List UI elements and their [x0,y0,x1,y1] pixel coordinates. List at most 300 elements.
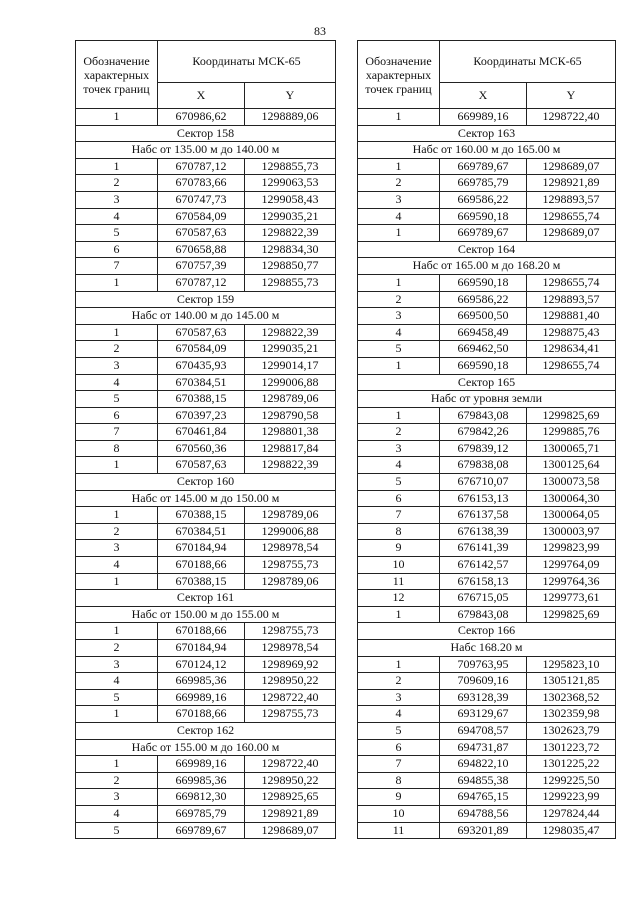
x-coordinate: 670584,09 [158,341,245,358]
table-row [358,772,616,789]
x-coordinate: 694708,57 [440,722,527,739]
section-row [76,308,336,325]
x-coordinate: 670184,94 [158,640,245,657]
table-row [358,490,616,507]
x-coordinate: 679843,08 [440,407,527,424]
table-row [76,407,336,424]
x-coordinate: 670787,12 [158,274,245,291]
section-row [358,241,616,258]
x-coordinate: 669989,16 [158,689,245,706]
y-coordinate: 1298789,06 [245,391,336,408]
x-coordinate: 670188,66 [158,706,245,723]
table-row [76,158,336,175]
x-coordinate: 669789,67 [158,822,245,839]
section-row [358,258,616,275]
table-row [358,158,616,175]
y-coordinate: 1299764,09 [527,557,616,574]
page-number: 83 [314,24,326,38]
table-row [76,341,336,358]
y-coordinate: 1298834,30 [245,241,336,258]
y-coordinate: 1298925,65 [245,789,336,806]
y-coordinate: 1298850,77 [245,258,336,275]
table-row [358,457,616,474]
y-coordinate: 1298722,40 [245,756,336,773]
point-number: 5 [358,341,440,358]
table-row [358,756,616,773]
y-coordinate: 1305121,85 [527,673,616,690]
x-coordinate: 669586,22 [440,191,527,208]
y-coordinate: 1300064,05 [527,507,616,524]
table-row [358,673,616,690]
section-label: Сектор 161 [76,590,336,607]
section-label: Набс от 150.00 м до 155.00 м [76,606,336,623]
table-row [76,175,336,192]
y-coordinate: 1300065,71 [527,440,616,457]
x-coordinate: 694855,38 [440,772,527,789]
table-row [76,374,336,391]
coordinates-table-right [357,40,616,839]
section-row [358,623,616,640]
table-row [358,739,616,756]
table-row [76,557,336,574]
table-row [358,109,616,126]
y-coordinate: 1298889,06 [245,109,336,126]
table-row [76,805,336,822]
point-number: 3 [358,689,440,706]
x-coordinate: 669812,30 [158,789,245,806]
table-row [76,324,336,341]
point-number: 5 [76,689,158,706]
point-number: 5 [76,225,158,242]
table-row [76,225,336,242]
y-coordinate: 1299825,69 [527,606,616,623]
y-coordinate: 1300064,30 [527,490,616,507]
x-coordinate: 676141,39 [440,540,527,557]
point-number: 4 [76,374,158,391]
y-coordinate: 1298035,47 [527,822,616,839]
y-coordinate: 1302359,98 [527,706,616,723]
x-coordinate: 670757,39 [158,258,245,275]
point-number: 8 [76,440,158,457]
table-row [358,706,616,723]
table-row [358,474,616,491]
table-row [76,523,336,540]
y-coordinate: 1298881,40 [527,308,616,325]
section-label: Сектор 158 [76,125,336,142]
section-row [358,125,616,142]
x-coordinate: 694822,10 [440,756,527,773]
section-label: Сектор 166 [358,623,616,640]
point-number: 6 [358,739,440,756]
point-number: 3 [358,440,440,457]
y-coordinate: 1298634,41 [527,341,616,358]
table-row [358,789,616,806]
point-number: 7 [358,507,440,524]
y-coordinate: 1298855,73 [245,158,336,175]
y-coordinate: 1298950,22 [245,772,336,789]
y-coordinate: 1298822,39 [245,324,336,341]
y-coordinate: 1300125,64 [527,457,616,474]
table-row [76,640,336,657]
y-coordinate: 1298893,57 [527,291,616,308]
header-y: Y [527,83,616,109]
x-coordinate: 670435,93 [158,357,245,374]
point-number: 3 [76,656,158,673]
y-coordinate: 1301223,72 [527,739,616,756]
point-number: 1 [358,357,440,374]
table-row [358,440,616,457]
point-number: 7 [76,424,158,441]
section-label: Набс от уровня земли [358,391,616,408]
x-coordinate: 670587,63 [158,457,245,474]
section-row [76,739,336,756]
x-coordinate: 670560,36 [158,440,245,457]
y-coordinate: 1298689,07 [245,822,336,839]
y-coordinate: 1299223,99 [527,789,616,806]
table-row [358,225,616,242]
point-number: 2 [358,673,440,690]
section-row [76,590,336,607]
point-number: 5 [358,722,440,739]
y-coordinate: 1299225,50 [527,772,616,789]
x-coordinate: 693201,89 [440,822,527,839]
y-coordinate: 1298689,07 [527,158,616,175]
point-number: 4 [76,557,158,574]
point-number: 4 [76,208,158,225]
section-label: Сектор 163 [358,125,616,142]
point-number: 1 [76,274,158,291]
section-label: Набс от 140.00 м до 145.00 м [76,308,336,325]
section-label: Набс от 165.00 м до 168.20 м [358,258,616,275]
x-coordinate: 679839,12 [440,440,527,457]
y-coordinate: 1298790,58 [245,407,336,424]
table-row [358,357,616,374]
y-coordinate: 1298822,39 [245,225,336,242]
x-coordinate: 693129,67 [440,706,527,723]
y-coordinate: 1299885,76 [527,424,616,441]
point-number: 2 [76,772,158,789]
y-coordinate: 1298950,22 [245,673,336,690]
y-coordinate: 1299006,88 [245,374,336,391]
y-coordinate: 1298822,39 [245,457,336,474]
table-row [358,590,616,607]
y-coordinate: 1299764,36 [527,573,616,590]
y-coordinate: 1298969,92 [245,656,336,673]
table-row [76,357,336,374]
table-row [76,424,336,441]
table-row [358,341,616,358]
point-number: 6 [76,241,158,258]
y-coordinate: 1298789,06 [245,573,336,590]
table-row [76,756,336,773]
y-coordinate: 1298789,06 [245,507,336,524]
x-coordinate: 669458,49 [440,324,527,341]
point-number: 1 [358,109,440,126]
point-number: 4 [76,673,158,690]
point-number: 5 [76,822,158,839]
y-coordinate: 1299058,43 [245,191,336,208]
x-coordinate: 676138,39 [440,523,527,540]
y-coordinate: 1301225,22 [527,756,616,773]
y-coordinate: 1299006,88 [245,523,336,540]
section-label: Сектор 164 [358,241,616,258]
point-number: 10 [358,557,440,574]
point-number: 10 [358,805,440,822]
table-row [76,623,336,640]
table-body-left [76,109,336,839]
point-number: 1 [358,158,440,175]
header-coordinates: Координаты МСК-65 [158,41,336,83]
x-coordinate: 670124,12 [158,656,245,673]
table-row [76,772,336,789]
x-coordinate: 669789,67 [440,158,527,175]
table-row [358,324,616,341]
y-coordinate: 1299014,17 [245,357,336,374]
table-row [358,606,616,623]
table-row [76,109,336,126]
y-coordinate: 1298755,73 [245,623,336,640]
table-row [358,540,616,557]
x-coordinate: 669590,18 [440,208,527,225]
section-row [76,606,336,623]
x-coordinate: 679842,26 [440,424,527,441]
x-coordinate: 669500,50 [440,308,527,325]
x-coordinate: 670388,15 [158,507,245,524]
table-row [358,208,616,225]
point-number: 5 [76,391,158,408]
table-row [358,656,616,673]
point-number: 1 [76,706,158,723]
table-row [358,407,616,424]
table-row [76,274,336,291]
table-row [358,274,616,291]
y-coordinate: 1295823,10 [527,656,616,673]
point-number: 3 [76,789,158,806]
table-row [358,805,616,822]
point-number: 1 [76,623,158,640]
x-coordinate: 670787,12 [158,158,245,175]
y-coordinate: 1298689,07 [527,225,616,242]
x-coordinate: 670587,63 [158,225,245,242]
point-number: 1 [76,756,158,773]
point-number: 2 [76,341,158,358]
table-row [358,722,616,739]
point-number: 1 [76,457,158,474]
section-row [358,391,616,408]
x-coordinate: 669785,79 [158,805,245,822]
table-row [76,689,336,706]
x-coordinate: 670986,62 [158,109,245,126]
x-coordinate: 676710,07 [440,474,527,491]
x-coordinate: 669985,36 [158,673,245,690]
x-coordinate: 694731,87 [440,739,527,756]
section-label: Набс от 135.00 м до 140.00 м [76,142,336,159]
y-coordinate: 1299035,21 [245,341,336,358]
point-number: 7 [76,258,158,275]
x-coordinate: 669989,16 [440,109,527,126]
y-coordinate: 1299035,21 [245,208,336,225]
point-number: 1 [76,158,158,175]
x-coordinate: 670658,88 [158,241,245,258]
table-row [358,191,616,208]
y-coordinate: 1302623,79 [527,722,616,739]
point-number: 11 [358,573,440,590]
point-number: 4 [358,457,440,474]
point-number: 1 [76,109,158,126]
y-coordinate: 1297824,44 [527,805,616,822]
section-label: Сектор 165 [358,374,616,391]
y-coordinate: 1298722,40 [245,689,336,706]
section-label: Набс от 155.00 м до 160.00 м [76,739,336,756]
table-row [76,822,336,839]
table-row [76,789,336,806]
x-coordinate: 670184,94 [158,540,245,557]
point-number: 11 [358,822,440,839]
point-number: 1 [358,407,440,424]
point-number: 7 [358,756,440,773]
x-coordinate: 694788,56 [440,805,527,822]
y-coordinate: 1298855,73 [245,274,336,291]
table-row [76,573,336,590]
x-coordinate: 679843,08 [440,606,527,623]
point-number: 1 [358,656,440,673]
x-coordinate: 670188,66 [158,557,245,574]
table-row [76,440,336,457]
x-coordinate: 670388,15 [158,391,245,408]
section-row [76,474,336,491]
point-number: 12 [358,590,440,607]
section-row [358,142,616,159]
point-number: 1 [358,606,440,623]
y-coordinate: 1299773,61 [527,590,616,607]
table-row [76,706,336,723]
table-row [358,507,616,524]
coordinates-table-left [75,40,336,839]
table-row [76,540,336,557]
point-number: 9 [358,540,440,557]
x-coordinate: 670461,84 [158,424,245,441]
section-row [76,490,336,507]
x-coordinate: 693128,39 [440,689,527,706]
x-coordinate: 679838,08 [440,457,527,474]
section-row [358,374,616,391]
section-row [76,722,336,739]
x-coordinate: 669785,79 [440,175,527,192]
x-coordinate: 670747,73 [158,191,245,208]
table-body-right [358,109,616,839]
point-number: 2 [76,523,158,540]
y-coordinate: 1298978,54 [245,640,336,657]
table-row [76,208,336,225]
x-coordinate: 676158,13 [440,573,527,590]
x-coordinate: 709609,16 [440,673,527,690]
point-number: 3 [358,308,440,325]
table-row [358,523,616,540]
point-number: 2 [76,640,158,657]
point-number: 3 [76,191,158,208]
point-number: 1 [76,507,158,524]
table-row [76,673,336,690]
x-coordinate: 670397,23 [158,407,245,424]
point-number: 3 [358,191,440,208]
header-designation: Обозначение характерных точек границ [358,41,440,109]
x-coordinate: 670783,66 [158,175,245,192]
y-coordinate: 1299823,99 [527,540,616,557]
y-coordinate: 1302368,52 [527,689,616,706]
y-coordinate: 1298755,73 [245,706,336,723]
section-label: Набс от 145.00 м до 150.00 м [76,490,336,507]
y-coordinate: 1299825,69 [527,407,616,424]
section-label: Сектор 162 [76,722,336,739]
y-coordinate: 1299063,53 [245,175,336,192]
point-number: 5 [358,474,440,491]
header-designation: Обозначение характерных точек границ [76,41,158,109]
section-label: Сектор 159 [76,291,336,308]
table-row [76,391,336,408]
table-row [76,656,336,673]
x-coordinate: 676137,58 [440,507,527,524]
section-label: Набс 168.20 м [358,640,616,657]
y-coordinate: 1298875,43 [527,324,616,341]
x-coordinate: 709763,95 [440,656,527,673]
y-coordinate: 1298655,74 [527,274,616,291]
point-number: 2 [358,175,440,192]
y-coordinate: 1298722,40 [527,109,616,126]
section-row [76,291,336,308]
x-coordinate: 669989,16 [158,756,245,773]
x-coordinate: 669586,22 [440,291,527,308]
point-number: 4 [358,324,440,341]
point-number: 1 [76,324,158,341]
y-coordinate: 1298978,54 [245,540,336,557]
x-coordinate: 670384,51 [158,374,245,391]
table-row [358,291,616,308]
x-coordinate: 676142,57 [440,557,527,574]
x-coordinate: 669462,50 [440,341,527,358]
x-coordinate: 670188,66 [158,623,245,640]
x-coordinate: 669789,67 [440,225,527,242]
x-coordinate: 669590,18 [440,357,527,374]
point-number: 6 [76,407,158,424]
point-number: 2 [76,175,158,192]
point-number: 3 [76,357,158,374]
table-row [76,191,336,208]
section-row [76,125,336,142]
x-coordinate: 694765,15 [440,789,527,806]
point-number: 4 [358,706,440,723]
x-coordinate: 669985,36 [158,772,245,789]
y-coordinate: 1300003,97 [527,523,616,540]
y-coordinate: 1298655,74 [527,208,616,225]
point-number: 2 [358,424,440,441]
x-coordinate: 670587,63 [158,324,245,341]
point-number: 1 [358,274,440,291]
section-row [76,142,336,159]
x-coordinate: 676153,13 [440,490,527,507]
table-row [76,507,336,524]
section-label: Набс от 160.00 м до 165.00 м [358,142,616,159]
y-coordinate: 1298921,89 [245,805,336,822]
header-coordinates: Координаты МСК-65 [440,41,616,83]
header-x: X [158,83,245,109]
point-number: 1 [358,225,440,242]
x-coordinate: 670384,51 [158,523,245,540]
table-row [358,308,616,325]
y-coordinate: 1298801,38 [245,424,336,441]
point-number: 3 [76,540,158,557]
table-row [358,573,616,590]
header-y: Y [245,83,336,109]
